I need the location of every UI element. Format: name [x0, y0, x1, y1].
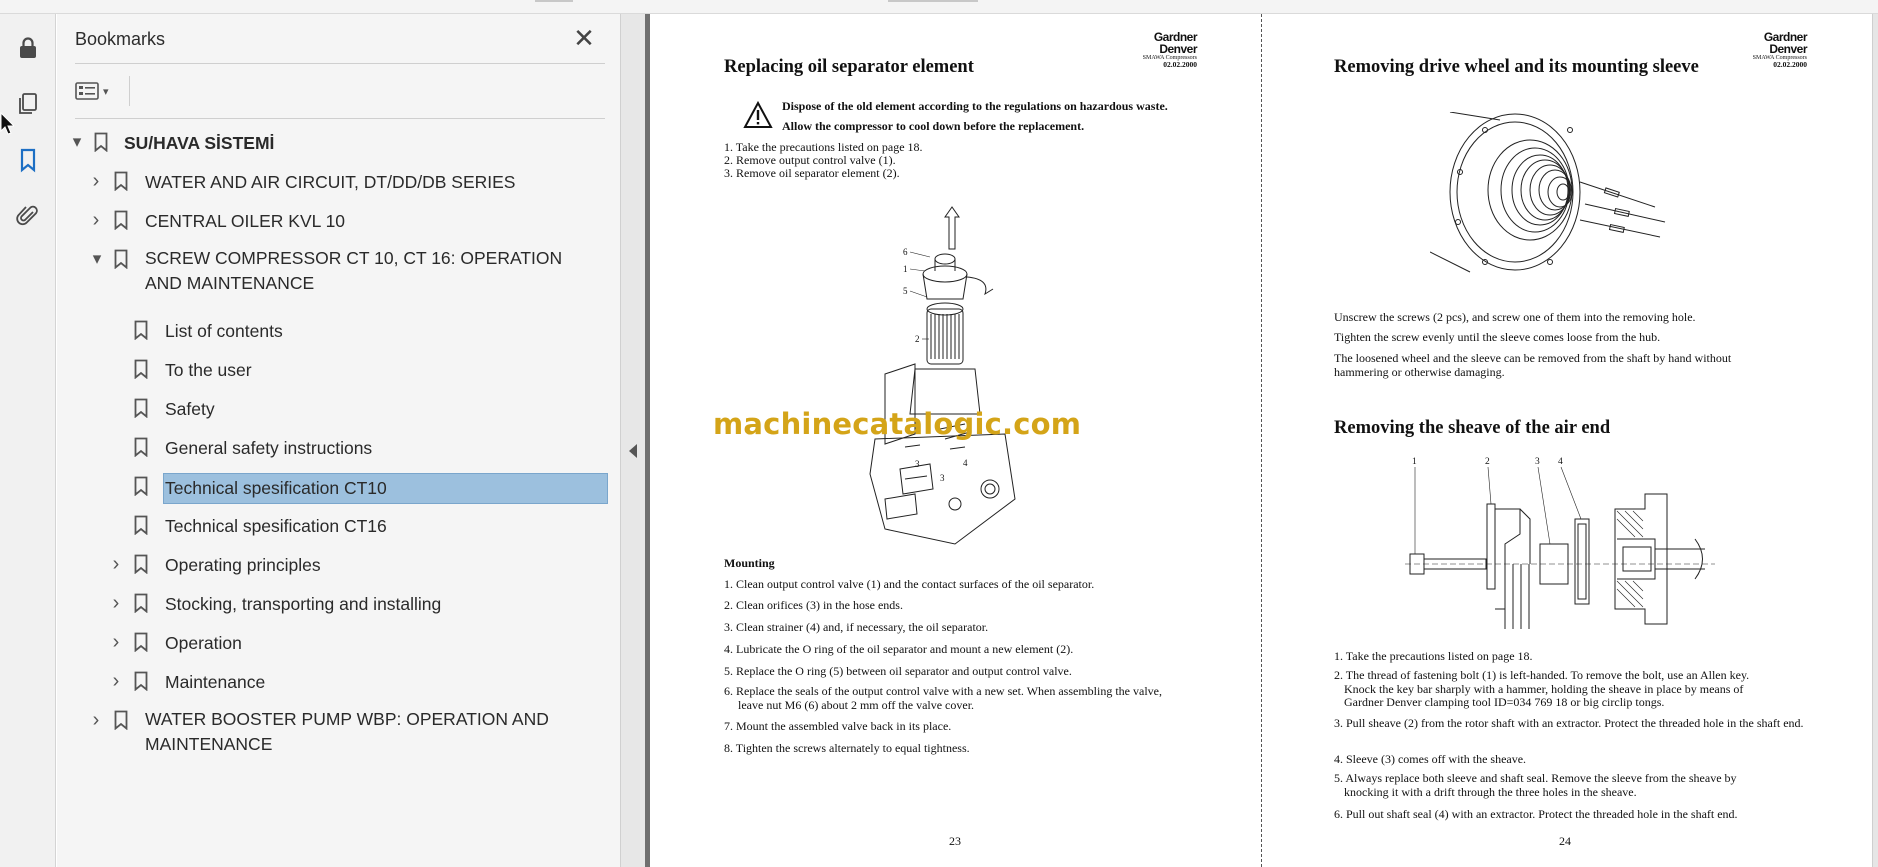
bookmark-icon[interactable] — [10, 142, 46, 178]
step-text: 3. Remove oil separator element (2). — [724, 166, 900, 180]
bookmark-item[interactable] — [57, 430, 617, 466]
bookmark-item[interactable] — [57, 625, 617, 661]
divider — [75, 118, 605, 119]
warning-text: Dispose of the old element according to the regulations on hazardous waste. — [782, 99, 1168, 113]
figure-label: 2 — [1485, 457, 1490, 467]
bookmark-label: To the user — [165, 360, 252, 380]
bookmark-label: Operation — [165, 633, 242, 653]
divider — [75, 63, 605, 64]
pages-icon[interactable] — [10, 86, 46, 122]
step-text: 3. Pull sheave (2) from the rotor shaft with an extractor. Protect the threaded hole in the shaft end. — [1334, 716, 1804, 730]
bookmark-item[interactable] — [57, 508, 617, 544]
mounting-heading: Mounting — [724, 556, 775, 570]
bookmark-icon — [134, 554, 148, 574]
bookmark-item[interactable] — [57, 703, 617, 763]
collapse-chevron-icon[interactable]: ▾ — [92, 249, 102, 268]
figure-label: 4 — [1558, 457, 1563, 467]
bookmark-options-button[interactable] — [75, 76, 123, 106]
logo-tagline: SMAWA Compressors — [1142, 55, 1197, 61]
step-text: 1. Take the precautions listed on page 18. — [724, 140, 923, 154]
section-title: Removing drive wheel and its mounting sleeve — [1334, 57, 1699, 77]
lock-icon[interactable] — [10, 30, 46, 66]
bookmark-item[interactable] — [57, 125, 617, 161]
expand-chevron-icon[interactable]: › — [112, 591, 120, 614]
page-divider — [1261, 14, 1262, 867]
warning-icon — [743, 101, 773, 129]
mounting-step: 8. Tighten the screws alternately to equal tightness. — [724, 741, 970, 755]
figure-label: 3 — [940, 473, 945, 483]
bookmarks-panel — [57, 14, 620, 867]
expand-chevron-icon[interactable]: › — [92, 169, 100, 192]
toolbar-mark — [535, 0, 573, 2]
warning-text: Allow the compressor to cool down before the replacement. — [782, 119, 1085, 133]
bookmark-item[interactable] — [57, 547, 617, 583]
page-number: 24 — [1559, 834, 1571, 848]
step-text: 2. The thread of fastening bolt (1) is left-handed. To remove the bolt, use an Allen key. Knock the key bar sharply with a hammer, holding the sheave in place by means of Gardner Denver clamping tool ID=034 769 18 or big circlip tongs. — [1334, 668, 1750, 709]
top-toolbar-strip — [0, 0, 1878, 14]
divider — [129, 76, 130, 106]
tool-rail — [0, 14, 56, 867]
chevron-down-icon: ▾ — [103, 85, 109, 98]
bookmark-item[interactable] — [57, 242, 617, 302]
bookmark-icon — [114, 171, 128, 191]
bookmark-label: Operating principles — [165, 555, 321, 575]
collapse-panel-icon[interactable] — [629, 444, 637, 458]
watermark-text: machinecatalogic.com — [713, 407, 1082, 441]
bookmark-label: Maintenance — [165, 672, 266, 692]
bookmark-icon — [134, 437, 148, 457]
bookmark-item[interactable] — [57, 313, 617, 349]
mounting-step: 3. Clean strainer (4) and, if necessary, the oil separator. — [724, 620, 989, 634]
mounting-step: 6. Replace the seals of the output control valve with a new set. When assembling the valve, leave nut M6 (6) about 2 mm off the valve cover. — [724, 684, 1162, 712]
brand-logo — [1715, 31, 1807, 69]
section-title: Removing the sheave of the air end — [1334, 418, 1611, 438]
mouse-cursor-icon — [0, 112, 14, 136]
step-text: 5. Always replace both sleeve and shaft seal. Remove the sleeve from the sheave by knocking it with a drift through the three holes in the sheave. — [1334, 771, 1737, 799]
figure-label: 3 — [915, 459, 920, 469]
bookmark-icon — [134, 320, 148, 340]
body-text: The loosened wheel and the sleeve can be removed from the shaft by hand without hammering or otherwise damaging. — [1334, 351, 1732, 379]
bookmark-item[interactable] — [57, 164, 617, 200]
bookmark-icon — [94, 132, 108, 152]
close-icon[interactable]: ✕ — [573, 23, 595, 53]
step-text: 4. Sleeve (3) comes off with the sheave. — [1334, 752, 1527, 766]
bookmark-icon — [134, 632, 148, 652]
mounting-step: 5. Replace the O ring (5) between oil separator and output control valve. — [724, 664, 1072, 678]
expand-chevron-icon[interactable]: › — [112, 552, 120, 575]
bookmark-icon — [134, 593, 148, 613]
bookmark-label: Technical spesification CT16 — [165, 516, 387, 536]
bookmark-item[interactable] — [57, 586, 617, 622]
mounting-step: 7. Mount the assembled valve back in its place. — [724, 719, 952, 733]
figure-label: 2 — [915, 334, 920, 344]
bookmark-icon — [114, 710, 128, 730]
bookmark-label: Safety — [165, 399, 215, 419]
bookmark-icon — [134, 398, 148, 418]
bookmark-item[interactable] — [57, 664, 617, 700]
bookmark-icon — [134, 515, 148, 535]
step-text: 6. Pull out shaft seal (4) with an extractor. Protect the threaded hole in the shaft end. — [1334, 807, 1738, 821]
figure-label: 3 — [1535, 457, 1540, 467]
body-text: Unscrew the screws (2 pcs), and screw one of them into the removing hole. — [1334, 310, 1696, 324]
section-title: Replacing oil separator element — [724, 57, 974, 77]
expand-chevron-icon[interactable]: › — [92, 708, 100, 731]
brand-logo — [1105, 31, 1197, 69]
bookmark-label: SCREW COMPRESSOR CT 10, CT 16: OPERATION AND MAINTENANCE — [145, 248, 563, 293]
collapse-chevron-icon[interactable]: ▾ — [72, 132, 82, 151]
mounting-step: 2. Clean orifices (3) in the hose ends. — [724, 598, 903, 612]
bookmark-item[interactable] — [57, 352, 617, 388]
bookmark-label: List of contents — [165, 321, 283, 341]
bookmark-label: CENTRAL OILER KVL 10 — [145, 211, 346, 231]
figure-label: 6 — [903, 247, 908, 257]
logo-line: Gardner — [1763, 30, 1807, 44]
attachment-icon[interactable] — [10, 198, 46, 234]
bookmark-label: General safety instructions — [165, 438, 373, 458]
figure-label: 5 — [903, 286, 908, 296]
step-text: 1. Take the precautions listed on page 18. — [1334, 649, 1533, 663]
toolbar-mark — [888, 0, 978, 2]
expand-chevron-icon[interactable]: › — [112, 669, 120, 692]
bookmark-label: Technical spesification CT10 — [164, 474, 607, 503]
logo-tagline: SMAWA Compressors — [1752, 55, 1807, 61]
page-number: 23 — [949, 834, 961, 848]
sheave-drawing — [1405, 449, 1715, 644]
document-viewer[interactable] — [650, 14, 1878, 867]
panel-title: Bookmarks — [75, 29, 166, 49]
step-text: 2. Remove output control valve (1). — [724, 153, 896, 167]
figure-label: 1 — [903, 264, 908, 274]
expand-chevron-icon[interactable]: › — [112, 630, 120, 653]
bookmark-label: SU/HAVA SİSTEMİ — [124, 133, 275, 153]
mounting-step: 4. Lubricate the O ring of the oil separator and mount a new element (2). — [724, 642, 1074, 656]
bookmark-label: Stocking, transporting and installing — [165, 594, 442, 614]
bookmark-item-selected[interactable] — [57, 469, 617, 505]
logo-line: Denver — [1159, 42, 1197, 56]
logo-date: 02.02.2000 — [1163, 60, 1197, 69]
bookmark-item[interactable] — [57, 203, 617, 239]
logo-line: Gardner — [1153, 30, 1197, 44]
bookmark-icon — [134, 671, 148, 691]
bookmark-icon — [114, 249, 128, 269]
drive-wheel-drawing — [1430, 112, 1690, 292]
bookmark-item[interactable] — [57, 391, 617, 427]
mounting-step: 1. Clean output control valve (1) and the contact surfaces of the oil separator. — [724, 577, 1095, 591]
body-text: Tighten the screw evenly until the sleeve comes loose from the hub. — [1334, 330, 1661, 344]
figure-label: 4 — [963, 458, 968, 468]
bookmark-icon — [114, 210, 128, 230]
logo-date: 02.02.2000 — [1773, 60, 1807, 69]
bookmark-icon — [134, 476, 148, 496]
list-options-icon — [75, 81, 99, 101]
figure-label: 1 — [1412, 457, 1417, 467]
bookmark-label: WATER AND AIR CIRCUIT, DT/DD/DB SERIES — [145, 172, 516, 192]
oil-separator-drawing — [845, 199, 1035, 559]
expand-chevron-icon[interactable]: › — [92, 208, 100, 231]
logo-line: Denver — [1769, 42, 1807, 56]
scrollbar[interactable] — [1872, 14, 1878, 867]
bookmark-icon — [134, 359, 148, 379]
bookmark-label: WATER BOOSTER PUMP WBP: OPERATION AND MAINTENANCE — [145, 709, 549, 754]
